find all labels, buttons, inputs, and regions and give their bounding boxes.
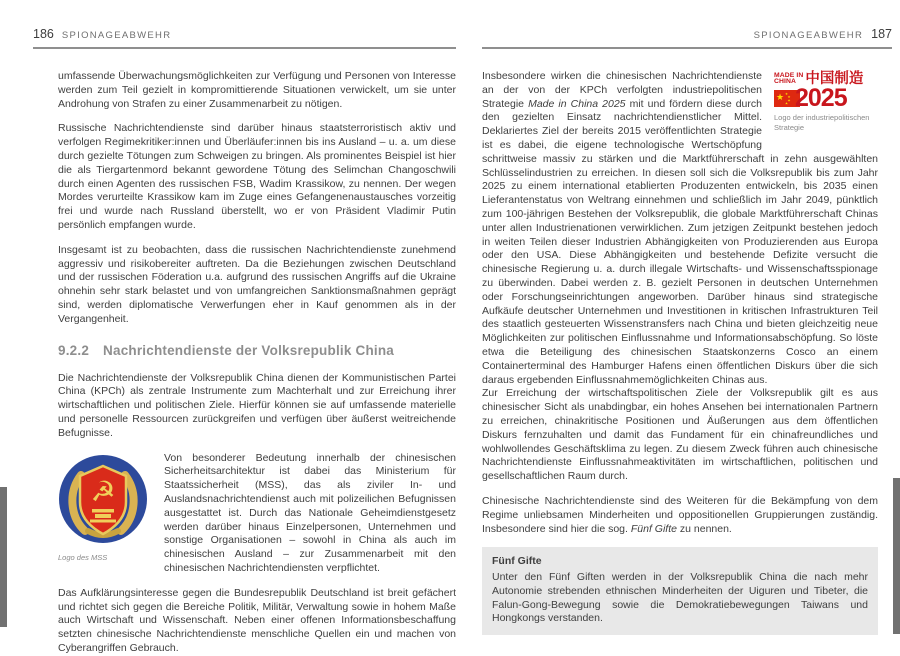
running-head-right [482, 27, 892, 41]
section-number: 9.2.2 [58, 342, 90, 358]
logo-year-2025: 2025 [795, 84, 847, 112]
running-head-left [33, 27, 456, 41]
made-in-china-2025-logo-figure [774, 72, 878, 136]
made-in-china-logo-bottom [774, 84, 878, 112]
mss-emblem-icon [58, 454, 148, 544]
svg-text:★: ★ [776, 92, 785, 103]
paragraph: Chinesische Nachrichtendienste sind des Weiteren für die Bekämpfung von dem Regime unliebsamen Minderheiten und oppositionellen Gruppierungen zuständig. Insbesondere sind hier die sog. Fünf Gifte zu nennen. [482, 494, 878, 535]
svg-text:☭: ☭ [90, 474, 116, 508]
text-column-right [482, 70, 878, 635]
made-in-china-text-wrap [482, 70, 878, 387]
svg-text:★: ★ [787, 98, 791, 102]
info-box-title: Fünf Gifte [492, 555, 542, 568]
logo-line-china: CHINA [774, 78, 797, 86]
paragraph: Zur Erreichung der wirtschaftspolitischen Ziele der Volksrepublik gilt es aus chinesischer Sicht als unabdingbar, ein hohes Ansehen bei internationalen Partnern zu erreichen, chinakritische Positionen und Äußerungen aus dem öffentlichen Diskurs fernzuhalten und damit das Fundament für ein chinafreundliches und wohlwollendes Geschäftsklima zu legen. Zu diesem Zweck führen auch chinesische Nachrichtendienste Einflussnahmeaktivitäten im wirtschaftlichen, politischen und gesellschaftlichen Raum durch. [482, 387, 878, 483]
mss-logo-caption: Logo des MSS [58, 553, 108, 563]
made-in-china-logo-caption: Logo der industriepolitischen Strategie [774, 113, 870, 132]
mss-logo-text-wrap [58, 452, 456, 656]
chapter-edge-tab-left [0, 487, 7, 627]
paragraph: Von besonderer Bedeutung innerhalb der chinesischen Sicherheitsarchitektur ist dabei das Ministerium für Staatssicherheit (MSS), das als ziviler In- und Auslandsnachrichtendienst auch mit polizeilichen Befugnissen ausgestattet ist. Durch das Nationale Geheimdienstgesetz werden darüber hinaus Einzelpersonen, Unternehmen und sonstige Organisationen – sowohl in China als auch im chinesischen Ausland – zur Zusammenarbeit mit den chinesischen Nachrichtendiensten verpflichtet. [164, 451, 456, 574]
svg-text:★: ★ [785, 91, 789, 96]
svg-text:★: ★ [785, 101, 789, 105]
running-head-label-left: SPIONAGEABWEHR [61, 30, 172, 41]
fuenf-gifte-info-box [482, 547, 878, 635]
section-heading [58, 343, 456, 359]
page-number-left: 186 [33, 27, 54, 41]
info-box-text: Unter den Fünf Giften werden in der Volksrepublik China die nach mehr Autonomie strebenden ethnischen Minderheiten der Uiguren und Tibeter, die Falun-Gong-Bewegung sowie die Demokratiebewegungen Taiwans und Hongkongs verstanden. [492, 571, 868, 625]
paragraph: Das Aufklärungsinteresse gegen die Bundesrepublik Deutschland ist breit gefächert und richtet sich gegen die Bereiche Politik, Militär, Verwaltung sowie in hohem Maße auch Wirtschaft und Wissenschaft. Neben einer offenen Informationsbeschaffung setzten chinesische Nachrichtendienste menschliche Quellen ein und machen von Cyberangriffen Gebrauch. [58, 586, 456, 654]
paragraph: umfassende Überwachungsmöglichkeiten zur Verfügung und Personen von Interesse werden zum Teil gezielt in kompromittierende Situationen verwickelt, um sie unter Androhung von Strafen zu einer Zusammenarbeit zu nötigen. [58, 70, 456, 110]
text-column-left [58, 70, 456, 656]
logo-chinese-characters: 中国制造 [805, 71, 864, 87]
chapter-edge-tab-right [893, 478, 900, 634]
section-title: Nachrichtendienste der Volksrepublik China [103, 342, 395, 358]
paragraph: Insbesondere wirken die chinesischen Nachrichtendienste an der von der KPCh verfolgten industriepolitischen Strategie Made in China 2025 mit und fördern diese durch den gezielten Einsatz nachrichtendienstlicher Mittel. Deklariertes Ziel der bereits 2015 veröffentlichten Strategie ist es dabei, die eigene technologische Wertschöpfung schrittweise massiv zu stärken und die Marktführerschaft in zehn ausgewählten Schlüsselindustrien zu erreichen. In diesen soll sich die Volksrepublik bis zum Jahr 2025 zu einem international etablierten Produzenten entwickeln, bis 2035 einen Lieferantenstatus von Weltrang einnehmen und schließlich im Jahr 2049, pünktlich zum 100-jährigen Bestehen der Volksrepublik, die globale Marktführerschaft Chinas unter allen Industrienationen verwirklichen. Zum jetzigen Zeitpunkt bestehen jedoch in weiten Teilen dieser Industrien Abhängigkeiten von Produzierenden aus Europa oder den USA. Diese Abhängigkeiten und bestehende Defizite versucht die chinesische Regierung u. a. durch illegale Wirtschafts- und Wissenschaftsspionage zu überwinden. Dabei werden z. B. gezielt Personen in deutschen Unternehmen oder Forschungseinrichtungen angeworben. Darüber hinaus sind strategische Aufkäufe deutscher Unternehmen und Investitionen in kritischen Infrastrukturen Teil des staatlich gesteuerten Wissenstransfers nach China und bieten gleichzeitig neue Möglichkeiten zur politischen Einflussnahme und Informationsabschöpfung. So löste etwa die Beteiligung des chinesischen Staatskonzerns Cosco an einem Containerterminal des Hamburger Hafens einen öffentlichen Diskurs über die sich daraus ergebenden Einflussnahmemöglichkeiten Chinas aus. [482, 70, 878, 386]
logo-line-made-in: MADE IN [774, 71, 804, 79]
header-rule-left [33, 47, 456, 49]
running-head-label-right: SPIONAGEABWEHR [753, 30, 864, 41]
page-number-right: 187 [871, 27, 892, 41]
paragraph: Insgesamt ist zu beobachten, dass die russischen Nachrichtendienste zunehmend aggressiv und risikobereiter auftreten. Da die Beziehungen zwischen Deutschland und der russischen Föderation u.a. aufgrund des russischen Angriffs auf die Ukraine ohnehin sehr stark belastet und von umfangreichen Sanktionsmaßnahmen geprägt sind, werden diplomatische Verwerfungen eher in Kauf genommen als in der Vergangenheit. [58, 243, 456, 325]
mss-logo-figure [58, 454, 150, 562]
header-rule-right [482, 47, 892, 49]
paragraph: Russische Nachrichtendienste sind darüber hinaus staatsterroristisch aktiv und verfolgen Regimekritiker:innen und Überläufer:innen bis ins Ausland – u. a. um diese durch gezielte Tötungen zum Schweigen zu bringen. Als prominentes Beispiel ist hier die als Tiergartenmord bekannt gewordene Tötung des Selimchan Changoschwili durch einen Agenten des russischen FSB, Wadim Krassikow, zu nennen. Der wegen Mordes verurteilte Krassikow kam im Zuge eines Gefangenenaustausches vorzeitig frei und wurde nach Russland überstellt, wo er von Präsident Vladimir Putin persönlich empfangen wurde. [58, 122, 456, 231]
paragraph: Die Nachrichtendienste der Volksrepublik China dienen der Kommunistischen Partei China (KPCh) als zentrale Instrumente zum Machterhalt und zur Erreichung ihrer wirtschaftlichen und politischen Ziele. Hierfür können sie auf umfassende materielle und personelle Ressourcen zurückgreifen und verfügen über äußerst weitreichende Befugnisse. [58, 371, 456, 439]
svg-text:★: ★ [787, 94, 791, 99]
